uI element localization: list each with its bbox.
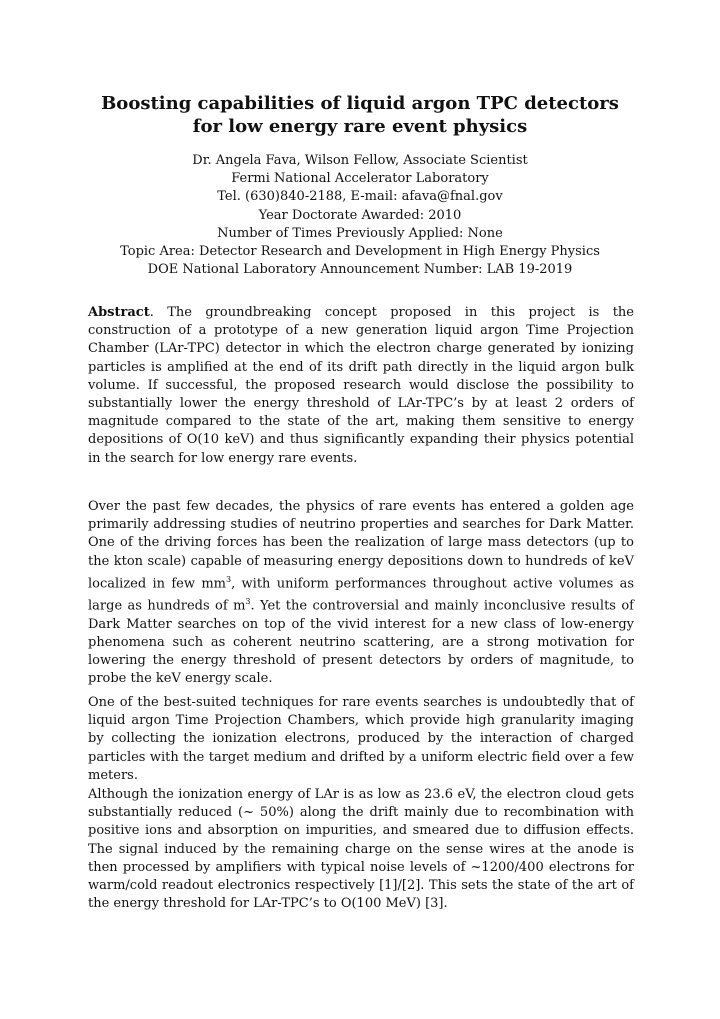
doctorate-year-line: Year Doctorate Awarded: 2010 xyxy=(258,207,462,223)
times-applied-line: Number of Times Previously Applied: None xyxy=(217,225,503,241)
topic-area-line: Topic Area: Detector Research and Development in High Energy Physics xyxy=(120,244,600,260)
superscript-3: 3 xyxy=(225,574,232,584)
superscript-3: 3 xyxy=(245,597,251,607)
title-line-1: Boosting capabilities of liquid argon TPC detectors xyxy=(101,93,619,114)
contact-line: Tel. (630)840-2188, E-mail: afava@fnal.gov xyxy=(217,189,503,205)
paragraph-1-text-c: . Yet the controversial and mainly inconclusive results of Dark Matter searches on top of the vivid interest for a new class of low-energy phenomena such as coherent neutrino scattering, are a strong motivation for lowering the energy threshold of present detectors by orders of magnitude, to probe the keV energy scale. xyxy=(88,598,634,687)
document-title xyxy=(80,92,640,138)
abstract-paragraph xyxy=(88,304,634,468)
announcement-number-line: DOE National Laboratory Announcement Number: LAB 19-2019 xyxy=(147,262,573,278)
paragraph-1-text-a: Over the past few decades, the physics of rare events has entered a golden age primarily addressing studies of neutrino properties and searches for Dark Matter. One of the driving forces has been the realization of large mass detectors (up to the kton scale) capable of measuring energy depositions down to hundreds of keV localized in few mm xyxy=(88,499,634,592)
author-block xyxy=(60,152,660,279)
paragraph-1-text-b: , with uniform performances throughout active volumes as large as hundreds of m xyxy=(88,576,634,614)
body-paragraph-2: One of the best-suited techniques for rare events searches is undoubtedly that of liquid argon Time Projection Chambers, which provide high granularity imaging by collecting the ionization electrons, produced by the interaction of charged particles with the target medium and drifted by a uniform electric field over a few meters. xyxy=(88,695,634,783)
body-paragraph-1 xyxy=(88,498,634,689)
body-paragraph-3: Although the ionization energy of LAr is as low as 23.6 eV, the electron cloud gets substantially reduced (~ 50%) along the drift mainly due to recombination with positive ions and absorption on impurities, and smeared due to diffusion effects. The signal induced by the remaining charge on the sense wires at the anode is then processed by amplifiers with typical noise levels of ~1200/400 electrons for warm/cold readout electronics respectively [1]/[2]. This sets the state of the art of the energy threshold for LAr-TPC’s to O(100 MeV) [3]. xyxy=(88,787,634,912)
author-name-line: Dr. Angela Fava, Wilson Fellow, Associate Scientist xyxy=(192,153,528,168)
abstract-text: . The groundbreaking concept proposed in this project is the construction of a prototype of a new generation liquid argon Time Projection Chamber (LAr-TPC) detector in which the electron charge generated by ionizing particles is amplified at the end of its drift path directly in the liquid argon bulk volume. If successful, the proposed research would disclose the possibility to substantially lower the energy threshold of LAr-TPC’s by at least 2 orders of magnitude compared to the state of the art, making them sensitive to energy depositions of O(10 keV) and thus significantly expanding their physics potential in the search for low energy rare events. xyxy=(88,305,634,466)
affiliation-line: Fermi National Accelerator Laboratory xyxy=(231,171,489,187)
abstract-label: Abstract xyxy=(88,305,150,320)
title-line-2: for low energy rare event physics xyxy=(192,116,528,137)
